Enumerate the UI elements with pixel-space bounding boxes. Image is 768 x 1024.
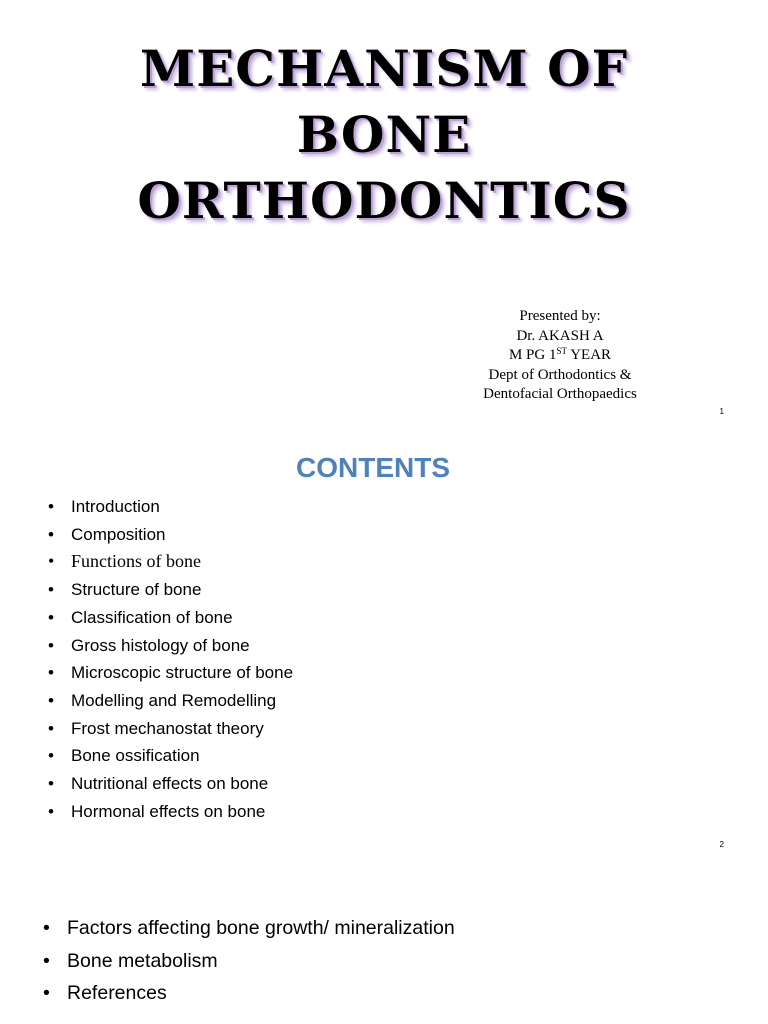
presented-by-label: Presented by:: [519, 308, 601, 324]
presenter-year-suffix: YEAR: [567, 347, 612, 363]
contents-list-continued: [43, 912, 455, 1010]
list-item: • Composition: [48, 521, 293, 549]
list-item: • Frost mechanostat theory: [48, 715, 293, 743]
contents-continued-slide: [0, 860, 768, 1024]
title-line-1-text: MECHANISM OF: [139, 39, 629, 98]
contents-heading: CONTENTS: [296, 452, 450, 483]
presenter-dept-2: Dentofacial Orthopaedics: [483, 386, 637, 402]
presenter-name: Dr. AKASH A: [516, 327, 604, 344]
presenter-year-prefix: M PG 1: [508, 347, 557, 363]
page-number: 2: [719, 840, 724, 849]
title-line-3: [0, 168, 768, 234]
list-item: • Structure of bone: [48, 576, 293, 604]
slide-title: [0, 36, 768, 234]
presenter-year: [440, 346, 680, 366]
contents-list: [48, 493, 293, 825]
list-item: • Gross histology of bone: [48, 632, 293, 660]
title-line-2: [0, 102, 768, 168]
title-line-2-text: BONE: [296, 105, 472, 164]
page-number: 1: [719, 407, 724, 416]
title-line-1: [0, 36, 768, 102]
list-item: • Nutritional effects on bone: [48, 770, 293, 798]
presenter-year-sup: ST: [556, 346, 567, 356]
list-item: • Hormonal effects on bone: [48, 798, 293, 826]
title-slide: [0, 0, 768, 430]
list-item: • References: [43, 977, 455, 1010]
list-item: • Bone ossification: [48, 742, 293, 770]
list-item: • Functions of bone: [48, 548, 293, 576]
list-item: • Classification of bone: [48, 604, 293, 632]
list-item: • Introduction: [48, 493, 293, 521]
list-item: • Bone metabolism: [43, 945, 455, 978]
contents-slide: [0, 430, 768, 860]
presenter-info: [440, 307, 680, 405]
list-item: • Microscopic structure of bone: [48, 659, 293, 687]
title-line-3-text: ORTHODONTICS: [137, 171, 631, 230]
list-item: • Modelling and Remodelling: [48, 687, 293, 715]
presenter-dept: Dept of Orthodontics &: [488, 366, 632, 383]
list-item: • Factors affecting bone growth/ mineralization: [43, 912, 455, 945]
